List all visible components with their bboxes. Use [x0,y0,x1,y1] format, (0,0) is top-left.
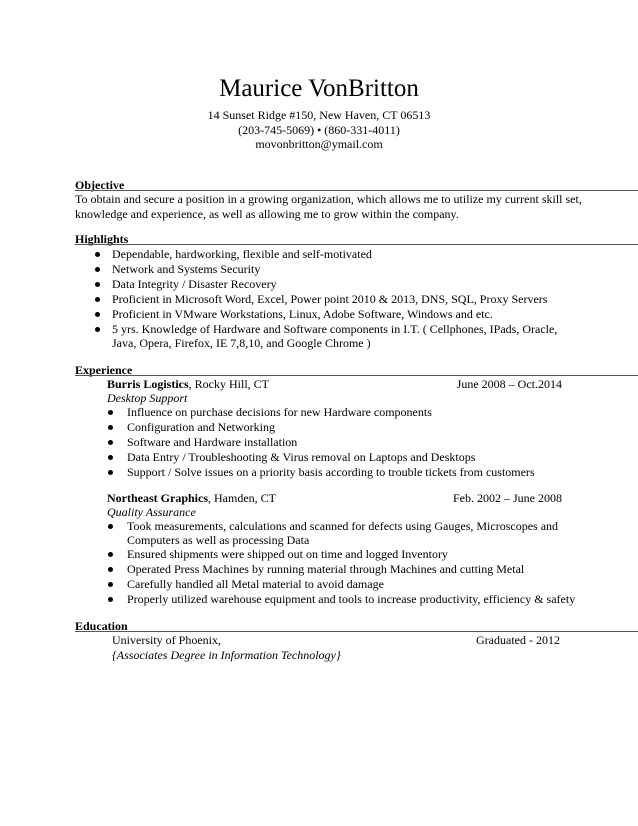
highlights-heading: Highlights [75,232,129,246]
education-school: University of Phoenix, [112,633,221,647]
job-company: Northeast Graphics [107,491,208,505]
resume-name: Maurice VonBritton [219,75,419,102]
bullet-icon [108,552,113,557]
bullet-icon [108,425,113,430]
job-role: Quality Assurance [107,505,196,519]
objective-line-2: knowledge and experience, as well as allowing me to grow within the company. [75,207,459,221]
bullet-icon [95,282,100,287]
job-company-line [107,377,269,392]
bullet-icon [108,440,113,445]
highlight-item: Network and Systems Security [112,262,260,277]
bullet-icon [95,312,100,317]
job-duty: Ensured shipments were shipped out on time and logged Inventory [127,547,448,562]
bullet-icon [108,582,113,587]
job-company: Burris Logistics [107,377,189,391]
job-duty: Data Entry / Troubleshooting & Virus removal on Laptops and Desktops [127,450,475,465]
bullet-icon [108,524,113,529]
highlight-item-continuation: Java, Opera, Firefox, IE 7,8,10, and Google Chrome ) [112,336,371,350]
bullet-icon [108,470,113,475]
phone-numbers: (203-745-5069) • (860-331-4011) [238,123,400,137]
job-dates: June 2008 – Oct.2014 [456,377,562,391]
highlight-item: Proficient in VMware Workstations, Linux, Adobe Software, Windows and etc. [112,307,493,322]
highlights-divider [75,244,638,245]
bullet-icon [95,297,100,302]
job-duty-continuation: Computers as well as processing Data [127,533,310,547]
experience-divider [75,375,638,376]
bullet-icon [108,455,113,460]
job-duty: Support / Solve issues on a priority basis according to trouble tickets from customers [127,465,535,480]
job-duty: Properly utilized warehouse equipment and tools to increase productivity, efficiency & safety [127,592,575,607]
bullet-icon [95,327,100,332]
job-dates: Feb. 2002 – June 2008 [453,491,562,505]
bullet-icon [108,567,113,572]
job-duty: Took measurements, calculations and scanned for defects using Gauges, Microscopes and [127,519,558,534]
job-duty: Operated Press Machines by running material through Machines and cutting Metal [127,562,524,577]
bullet-icon [108,597,113,602]
education-divider [75,631,638,632]
job-company-line [107,491,276,506]
bullet-icon [95,252,100,257]
highlight-item: 5 yrs. Knowledge of Hardware and Software components in I.T. ( Cellphones, IPads, Oracle, [112,322,557,337]
job-role: Desktop Support [107,391,188,405]
highlight-item: Dependable, hardworking, flexible and self-motivated [112,247,372,262]
address: 14 Sunset Ridge #150, New Haven, CT 06513 [207,108,431,122]
objective-line-1: To obtain and secure a position in a growing organization, which allows me to utilize my current skill set, [75,192,582,206]
job-duty: Software and Hardware installation [127,435,297,450]
bullet-icon [95,267,100,272]
bullet-icon [108,410,113,415]
highlight-item: Proficient in Microsoft Word, Excel, Power point 2010 & 2013, DNS, SQL, Proxy Servers [112,292,547,307]
job-location: , Hamden, CT [208,491,276,505]
job-location: , Rocky Hill, CT [188,377,270,391]
email: movonbritton@ymail.com [255,137,383,151]
objective-heading: Objective [75,178,125,192]
education-heading: Education [75,619,128,633]
education-degree: {Associates Degree in Information Technology} [112,648,341,662]
education-status: Graduated - 2012 [476,633,560,647]
objective-divider [75,190,638,191]
experience-heading: Experience [75,363,133,377]
job-duty: Configuration and Networking [127,420,275,435]
job-duty: Carefully handled all Metal material to avoid damage [127,577,384,592]
job-duty: Influence on purchase decisions for new Hardware components [127,405,432,420]
highlight-item: Data Integrity / Disaster Recovery [112,277,277,292]
